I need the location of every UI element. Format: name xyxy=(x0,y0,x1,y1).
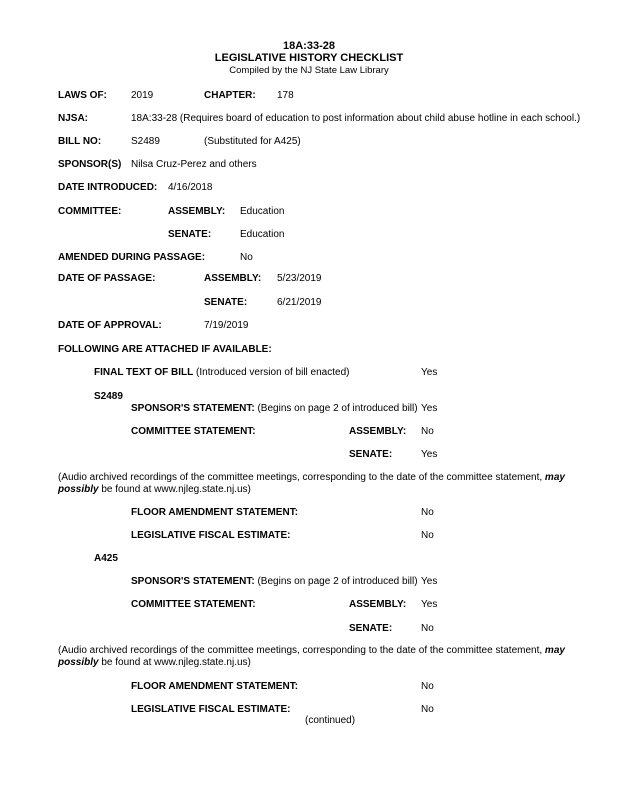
amended-value: No xyxy=(240,252,253,263)
s2489-sponsor-row xyxy=(131,403,418,415)
bill-no-value: S2489 xyxy=(131,136,160,147)
a425-floor-label: FLOOR AMENDMENT STATEMENT: xyxy=(131,681,299,692)
attached-heading: FOLLOWING ARE ATTACHED IF AVAILABLE: xyxy=(58,344,272,355)
a425-sponsor-note: (Begins on page 2 of introduced bill) xyxy=(257,576,418,587)
a425-sponsor-label: SPONSOR'S STATEMENT: xyxy=(131,576,255,587)
s2489-floor-label: FLOOR AMENDMENT STATEMENT: xyxy=(131,507,299,518)
a425-assembly-label: ASSEMBLY: xyxy=(349,599,407,610)
compiled-by: Compiled by the NJ State Law Library xyxy=(229,65,389,76)
a425-floor-value: No xyxy=(421,681,434,692)
date-introduced-label: DATE INTRODUCED: xyxy=(58,182,158,193)
sponsors-label: SPONSOR(S) xyxy=(58,159,122,170)
a425-fiscal-value: No xyxy=(421,704,434,715)
bill-no-label: BILL NO: xyxy=(58,136,102,147)
committee-assembly-label: ASSEMBLY: xyxy=(168,206,226,217)
njsa-value: 18A:33-28 (Requires board of education to post information about child abuse hotline in each school.) xyxy=(131,113,581,124)
a425-heading: A425 xyxy=(94,553,118,564)
s2489-senate-value: Yes xyxy=(421,449,438,460)
passage-senate-label: SENATE: xyxy=(204,297,248,308)
bill-substituted: (Substituted for A425) xyxy=(204,136,301,147)
final-text-label: FINAL TEXT OF BILL xyxy=(94,367,194,378)
chapter-value: 178 xyxy=(277,90,294,101)
date-of-approval-value: 7/19/2019 xyxy=(204,320,249,331)
passage-senate-value: 6/21/2019 xyxy=(277,297,322,308)
a425-committee-label: COMMITTEE STATEMENT: xyxy=(131,599,256,610)
s2489-fiscal-value: No xyxy=(421,530,434,541)
final-text-row xyxy=(94,367,349,379)
date-of-approval-label: DATE OF APPROVAL: xyxy=(58,320,162,331)
s2489-committee-label: COMMITTEE STATEMENT: xyxy=(131,426,256,437)
final-text-note: (Introduced version of bill enacted) xyxy=(196,367,350,378)
committee-assembly-value: Education xyxy=(240,206,285,217)
sponsors-value: Nilsa Cruz-Perez and others xyxy=(131,159,257,170)
page-title: LEGISLATIVE HISTORY CHECKLIST xyxy=(214,52,404,64)
s2489-senate-label: SENATE: xyxy=(349,449,393,460)
s2489-assembly-value: No xyxy=(421,426,434,437)
njsa-label: NJSA: xyxy=(58,113,89,124)
committee-label: COMMITTEE: xyxy=(58,206,122,217)
a425-senate-value: No xyxy=(421,623,434,634)
chapter-label: CHAPTER: xyxy=(204,90,256,101)
a425-fiscal-label: LEGISLATIVE FISCAL ESTIMATE: xyxy=(131,704,291,715)
s2489-heading: S2489 xyxy=(94,391,123,402)
statute-code: 18A:33-28 xyxy=(283,40,335,52)
s2489-sponsor-value: Yes xyxy=(421,403,438,414)
a425-sponsor-value: Yes xyxy=(421,576,438,587)
committee-senate-value: Education xyxy=(240,229,285,240)
s2489-assembly-label: ASSEMBLY: xyxy=(349,426,407,437)
final-text-value: Yes xyxy=(421,367,438,378)
passage-assembly-label: ASSEMBLY: xyxy=(204,273,262,284)
s2489-floor-value: No xyxy=(421,507,434,518)
s2489-sponsor-note: (Begins on page 2 of introduced bill) xyxy=(257,403,418,414)
s2489-fiscal-label: LEGISLATIVE FISCAL ESTIMATE: xyxy=(131,530,291,541)
a425-senate-label: SENATE: xyxy=(349,623,393,634)
laws-of-label: LAWS OF: xyxy=(58,90,107,101)
a425-assembly-value: Yes xyxy=(421,599,438,610)
date-introduced-value: 4/16/2018 xyxy=(168,182,213,193)
amended-label: AMENDED DURING PASSAGE: xyxy=(58,252,206,263)
s2489-sponsor-label: SPONSOR'S STATEMENT: xyxy=(131,403,255,414)
continued-note: (continued) xyxy=(305,715,356,726)
audio-note-2: (Audio archived recordings of the committee meetings, corresponding to the date of the committee statement, may possibly be found at www.njleg.state.nj.us) xyxy=(58,645,565,668)
audio-note: (Audio archived recordings of the committee meetings, corresponding to the date of the committee statement, may possibly be found at www.njleg.state.nj.us) xyxy=(58,472,565,495)
laws-of-value: 2019 xyxy=(131,90,154,101)
a425-sponsor-row xyxy=(131,576,418,588)
date-of-passage-label: DATE OF PASSAGE: xyxy=(58,273,156,284)
passage-assembly-value: 5/23/2019 xyxy=(277,273,322,284)
committee-senate-label: SENATE: xyxy=(168,229,212,240)
